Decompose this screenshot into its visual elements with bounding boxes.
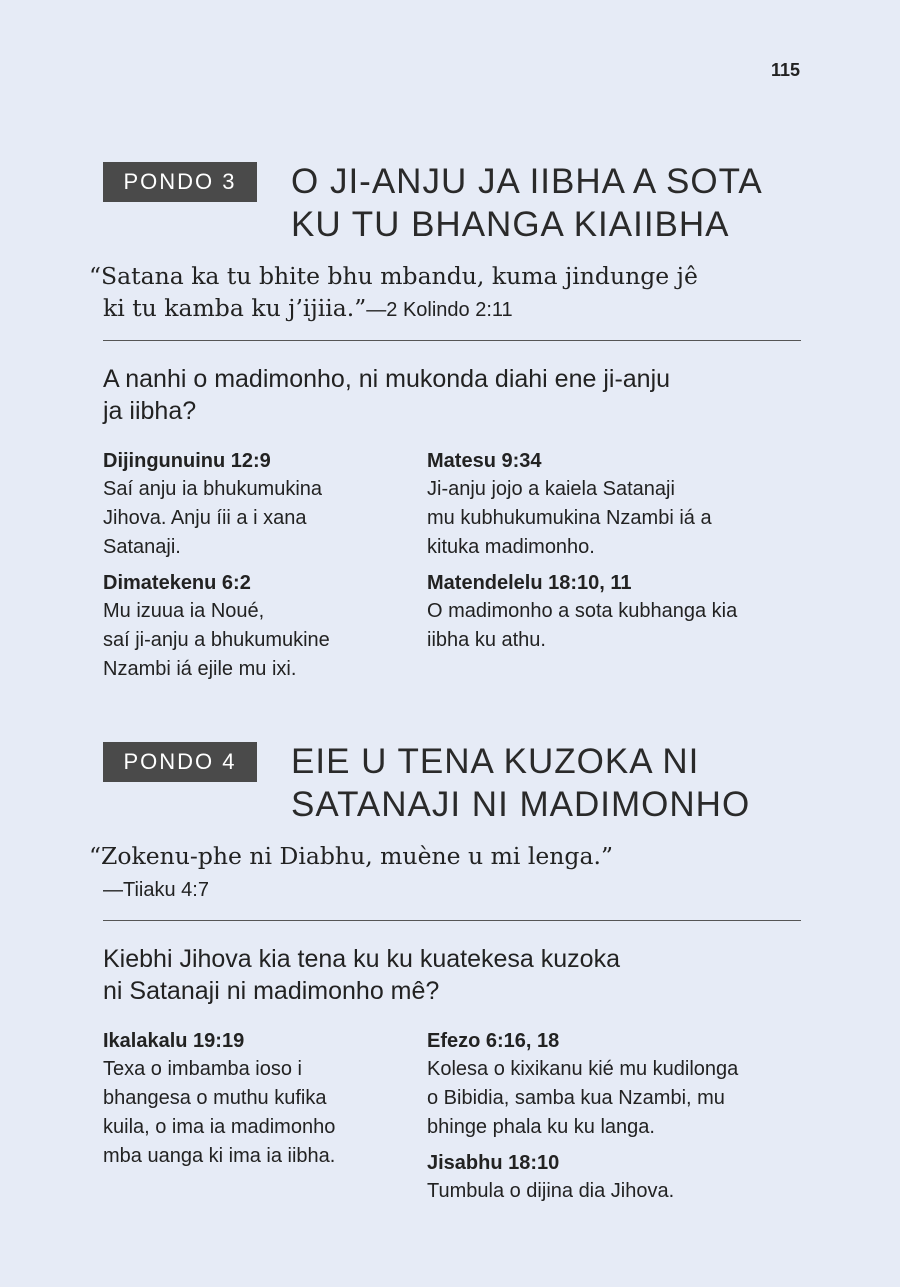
section-title-line: O JI-ANJU JA IIBHA A SOTA [291,162,763,201]
reference-text-line: O madimonho a sota kubhanga kia [427,600,738,622]
question-line: A nanhi o madimonho, ni mukonda diahi ene ji-anju [103,365,671,393]
reference-text-line: Saí anju ia bhukumukina [103,478,323,500]
question-line: ni Satanaji ni madimonho mê? [103,977,440,1005]
section-badge: PONDO 4 [103,742,257,782]
section-title [291,740,811,826]
reference-text-line: Kolesa o kixikanu kié mu kudilonga [427,1058,739,1080]
section-header [103,740,803,840]
reference-text-line: iibha ku athu. [427,629,546,651]
question-line: ja iibha? [103,397,197,425]
quote-line [89,872,789,906]
reference-text-line: mba uanga ki ima ia iibha. [103,1145,336,1167]
quote-line: “Zokenu-phe ni Diabhu, muène u mi lenga.” [89,842,613,870]
reference-title: Dijingunuinu 12:9 [103,450,271,472]
reference-column-left [103,1027,427,1213]
reference-column-left [103,447,427,691]
reference-column-right [427,1027,751,1213]
quote-line [89,292,789,326]
question [103,363,803,427]
reference-text-line: mu kubhukumukina Nzambi iá a [427,507,712,529]
reference-title: Ikalakalu 19:19 [103,1030,245,1052]
reference-title: Dimatekenu 6:2 [103,572,251,594]
section-title-line: SATANAJI NI MADIMONHO [291,785,751,824]
reference-title: Efezo 6:16, 18 [427,1030,560,1052]
question-line: Kiebhi Jihova kia tena ku ku kuatekesa kuzoka [103,945,620,973]
section-badge: PONDO 3 [103,162,257,202]
scripture-reference [427,1027,751,1142]
scripture-reference [427,1149,751,1206]
reference-text-line: Tumbula o dijina dia Jihova. [427,1180,675,1202]
reference-text-line: Mu izuua ia Noué, [103,600,265,622]
reference-text-line: Ji-anju jojo a kaiela Satanaji [427,478,675,500]
reference-text-line: Satanaji. [103,536,181,558]
reference-title: Jisabhu 18:10 [427,1152,560,1174]
page-number: 115 [770,60,800,80]
reference-text-line: kituka madimonho. [427,536,595,558]
reference-text-line: saí ji-anju a bhukumukine [103,629,330,651]
reference-column-right [427,447,751,691]
scripture-quote [89,840,789,906]
section-title [291,160,811,246]
reference-text-line: kuila, o ima ia madimonho [103,1116,336,1138]
section-pondo-3 [89,160,803,691]
section-title-line: EIE U TENA KUZOKA NI [291,742,700,781]
divider [103,920,801,921]
quote-text: ki tu kamba ku j’ijiia.” [103,294,367,322]
section-header [103,160,803,260]
reference-text-line: bhinge phala ku ku langa. [427,1116,655,1138]
section-pondo-4 [89,740,803,1213]
quote-line: “Satana ka tu bhite bhu mbandu, kuma jindunge jê [89,262,698,290]
scripture-reference [103,1027,427,1171]
reference-text-line: o Bibidia, samba kua Nzambi, mu [427,1087,725,1109]
question [103,943,803,1007]
divider [103,340,801,341]
quote-reference: —Tiiaku 4:7 [103,879,209,901]
quote-reference: —2 Kolindo 2:11 [366,299,513,321]
reference-text-line: Texa o imbamba ioso i [103,1058,302,1080]
scripture-reference [103,569,427,684]
scripture-quote [89,260,789,326]
section-title-line: KU TU BHANGA KIAIIBHA [291,205,730,244]
reference-title: Matesu 9:34 [427,450,542,472]
scripture-reference [427,569,751,655]
reference-text-line: bhangesa o muthu kufika [103,1087,327,1109]
reference-text-line: Jihova. Anju íii a i xana [103,507,307,529]
reference-title: Matendelelu 18:10, 11 [427,572,632,594]
scripture-reference [103,447,427,562]
reference-columns [103,1027,803,1213]
scripture-reference [427,447,751,562]
reference-columns [103,447,803,691]
reference-text-line: Nzambi iá ejile mu ixi. [103,658,297,680]
